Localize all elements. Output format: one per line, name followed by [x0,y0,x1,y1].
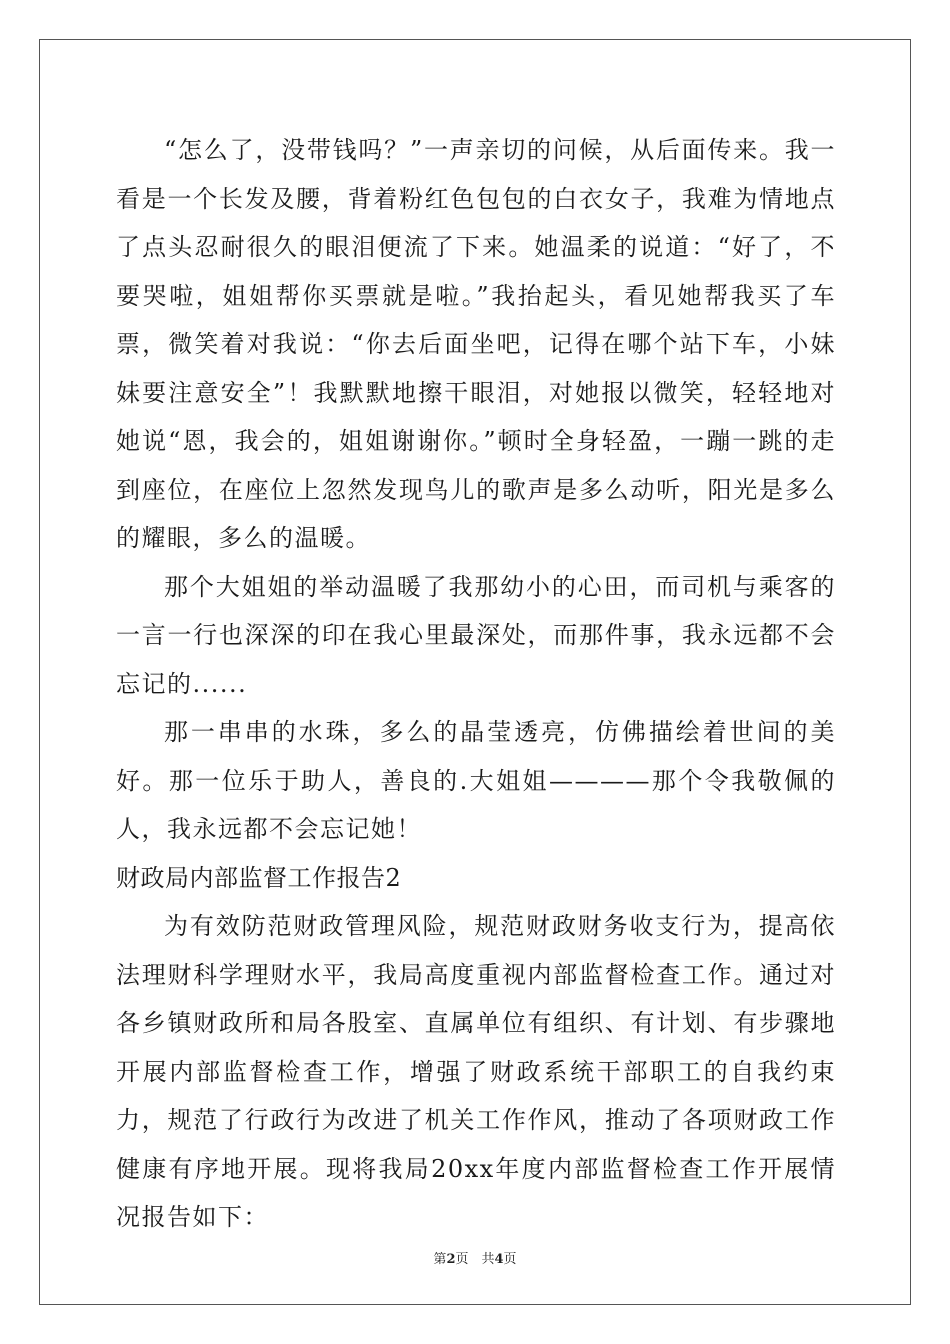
page-total: 4 [494,1252,504,1267]
document-body [116,126,836,1242]
paragraph-1: “怎么了，没带钱吗？”一声亲切的问候，从后面传来。我一看是一个长发及腰，背着粉红色包包的白衣女子，我难为情地点了点头忍耐很久的眼泪便流了下来。她温柔的说道：“好了，不要哭啦，姐姐帮你买票就是啦。”我抬起头，看见她帮我买了车票，微笑着对我说：“你去后面坐吧，记得在哪个站下车，小妹妹要注意安全”！我默默地擦干眼泪，对她报以微笑，轻轻地对她说“恩，我会的，姐姐谢谢你。”顿时全身轻盈，一蹦一跳的走到座位，在座位上忽然发现鸟儿的歌声是多么动听，阳光是多么的耀眼，多么的温暖。 [116,136,836,552]
page-footer [0,1248,950,1267]
page-prefix: 第 [433,1252,447,1267]
page-suffix: 页 [503,1252,517,1267]
page-current: 2 [446,1252,456,1267]
paragraph-3: 那一串串的水珠，多么的晶莹透亮，仿佛描绘着世间的美好。那一位乐于助人，善良的.大姐姐————那个令我敬佩的人，我永远都不会忘记她！ [116,718,836,843]
section-title: 财政局内部监督工作报告2 [116,863,402,892]
paragraph-2: 那个大姐姐的举动温暖了我那幼小的心田，而司机与乘客的一言一行也深深的印在我心里最深处，而那件事，我永远都不会忘记的...... [116,572,836,698]
page-mid: 页 共 [455,1252,495,1267]
section-paragraph-1: 为有效防范财政管理风险，规范财政财务收支行为，提高依法理财科学理财水平，我局高度重视内部监督检查工作。通过对各乡镇财政所和局各股室、直属单位有组织、有计划、有步骤地开展内部监督检查工作，增强了财政系统干部职工的自我约束力，规范了行政行为改进了机关工作作风，推动了各项财政工作健康有序地开展。现将我局20xx年度内部监督检查工作开展情况报告如下： [116,912,836,1231]
